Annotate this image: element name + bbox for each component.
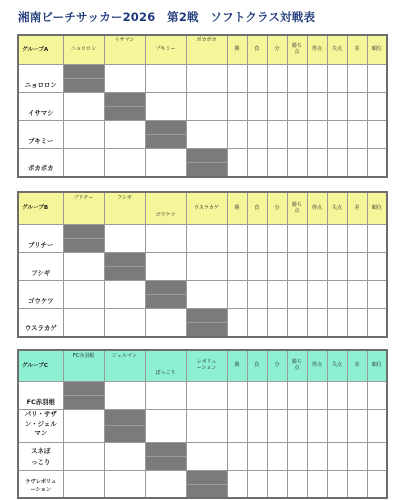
stat-cell[interactable] bbox=[287, 149, 307, 177]
table-row bbox=[18, 382, 387, 410]
stat-header-goals-against: 失点 bbox=[327, 350, 347, 382]
group-b-header-row bbox=[18, 192, 387, 225]
stat-cell[interactable] bbox=[227, 442, 247, 470]
result-cell[interactable] bbox=[104, 149, 145, 177]
stat-cell[interactable] bbox=[247, 65, 267, 93]
stat-cell[interactable] bbox=[327, 309, 347, 337]
stat-cell[interactable] bbox=[307, 253, 327, 281]
stat-cell[interactable] bbox=[287, 382, 307, 410]
stat-cell[interactable] bbox=[267, 309, 287, 337]
stat-cell[interactable] bbox=[367, 470, 387, 498]
result-cell[interactable] bbox=[145, 253, 186, 281]
result-cell[interactable] bbox=[104, 309, 145, 337]
stat-header-goals-for: 得点 bbox=[307, 35, 327, 65]
self-match-cell bbox=[104, 253, 145, 281]
stat-cell[interactable] bbox=[367, 382, 387, 410]
result-cell[interactable] bbox=[186, 121, 227, 149]
table-row bbox=[18, 253, 387, 281]
result-cell[interactable] bbox=[186, 65, 227, 93]
stat-cell[interactable] bbox=[227, 65, 247, 93]
stat-cell[interactable] bbox=[247, 410, 267, 443]
stat-cell[interactable] bbox=[367, 281, 387, 309]
stat-cell[interactable] bbox=[287, 309, 307, 337]
stat-cell[interactable] bbox=[307, 65, 327, 93]
stat-cell[interactable] bbox=[227, 253, 247, 281]
team-header: ゴウケツ bbox=[145, 192, 186, 225]
result-cell[interactable] bbox=[63, 410, 104, 443]
stat-cell[interactable] bbox=[347, 442, 367, 470]
stat-cell[interactable] bbox=[287, 121, 307, 149]
stat-header-points: 勝ち点 bbox=[287, 192, 307, 225]
team-header: ぽっこり bbox=[145, 350, 186, 382]
team-header: ニョロロン bbox=[63, 35, 104, 65]
stat-cell[interactable] bbox=[227, 281, 247, 309]
stat-cell[interactable] bbox=[267, 149, 287, 177]
table-row bbox=[18, 93, 387, 121]
row-team-name: イサマシ bbox=[18, 93, 63, 121]
stat-cell[interactable] bbox=[227, 382, 247, 410]
result-cell[interactable] bbox=[63, 309, 104, 337]
stat-cell[interactable] bbox=[267, 281, 287, 309]
self-match-cell bbox=[186, 149, 227, 177]
stat-header-goal-diff: 差 bbox=[347, 350, 367, 382]
team-header: イサマシ bbox=[104, 35, 145, 65]
result-cell[interactable] bbox=[104, 382, 145, 410]
group-a-header-row bbox=[18, 35, 387, 65]
table-row bbox=[18, 442, 387, 470]
stat-cell[interactable] bbox=[267, 121, 287, 149]
stat-cell[interactable] bbox=[327, 225, 347, 253]
stat-cell[interactable] bbox=[307, 382, 327, 410]
stat-cell[interactable] bbox=[327, 442, 347, 470]
row-team-name-text: パリ・サザン・ジェルマン bbox=[24, 410, 57, 438]
stat-header-wins: 勝 bbox=[227, 35, 247, 65]
self-match-cell bbox=[186, 309, 227, 337]
result-cell[interactable] bbox=[186, 93, 227, 121]
stat-cell[interactable] bbox=[267, 253, 287, 281]
stat-header-wins: 勝 bbox=[227, 350, 247, 382]
stat-header-losses: 負 bbox=[247, 350, 267, 382]
result-cell[interactable] bbox=[186, 253, 227, 281]
self-match-cell bbox=[63, 65, 104, 93]
stat-header-goals-against: 失点 bbox=[327, 35, 347, 65]
result-cell[interactable] bbox=[186, 410, 227, 443]
team-header: レボリューション bbox=[186, 350, 227, 382]
stat-cell[interactable] bbox=[367, 93, 387, 121]
stat-cell[interactable] bbox=[247, 149, 267, 177]
stat-cell[interactable] bbox=[227, 309, 247, 337]
table-row bbox=[18, 470, 387, 498]
stat-cell[interactable] bbox=[367, 149, 387, 177]
self-match-cell bbox=[104, 410, 145, 443]
stat-cell[interactable] bbox=[347, 309, 367, 337]
stat-cell[interactable] bbox=[247, 442, 267, 470]
stat-cell[interactable] bbox=[267, 65, 287, 93]
stat-cell[interactable] bbox=[327, 281, 347, 309]
stat-cell[interactable] bbox=[227, 410, 247, 443]
stat-cell[interactable] bbox=[367, 121, 387, 149]
stat-header-losses: 負 bbox=[247, 192, 267, 225]
result-cell[interactable] bbox=[186, 281, 227, 309]
stat-cell[interactable] bbox=[307, 149, 327, 177]
stat-cell[interactable] bbox=[287, 442, 307, 470]
table-row bbox=[18, 281, 387, 309]
stat-cell[interactable] bbox=[247, 382, 267, 410]
stat-cell[interactable] bbox=[367, 225, 387, 253]
stat-cell[interactable] bbox=[367, 253, 387, 281]
self-match-cell bbox=[145, 121, 186, 149]
stat-cell[interactable] bbox=[367, 309, 387, 337]
stat-cell[interactable] bbox=[247, 225, 267, 253]
result-cell[interactable] bbox=[63, 121, 104, 149]
stat-cell[interactable] bbox=[227, 93, 247, 121]
stat-cell[interactable] bbox=[227, 470, 247, 498]
stat-cell[interactable] bbox=[327, 149, 347, 177]
stat-header-goals-for: 得点 bbox=[307, 350, 327, 382]
stat-cell[interactable] bbox=[307, 442, 327, 470]
stat-cell[interactable] bbox=[267, 382, 287, 410]
stat-cell[interactable] bbox=[287, 93, 307, 121]
stat-header-draws: 分 bbox=[267, 350, 287, 382]
stat-cell[interactable] bbox=[247, 253, 267, 281]
stat-header-rank: 順位 bbox=[367, 35, 387, 65]
team-header: ポカポカ bbox=[186, 35, 227, 65]
self-match-cell bbox=[63, 225, 104, 253]
stat-cell[interactable] bbox=[347, 410, 367, 443]
group-c-header-row bbox=[18, 350, 387, 382]
self-match-cell bbox=[104, 93, 145, 121]
table-row bbox=[18, 65, 387, 93]
stat-cell[interactable] bbox=[247, 470, 267, 498]
result-cell[interactable] bbox=[186, 225, 227, 253]
team-header: ウスラカゲ bbox=[186, 192, 227, 225]
group-a-table bbox=[17, 34, 388, 178]
self-match-cell bbox=[145, 442, 186, 470]
stat-cell[interactable] bbox=[287, 410, 307, 443]
stat-header-rank: 順位 bbox=[367, 350, 387, 382]
stat-cell[interactable] bbox=[347, 253, 367, 281]
result-cell[interactable] bbox=[186, 382, 227, 410]
team-header: ジェルマン bbox=[104, 350, 145, 382]
stat-cell[interactable] bbox=[327, 470, 347, 498]
stat-header-goal-diff: 差 bbox=[347, 192, 367, 225]
result-cell[interactable] bbox=[145, 470, 186, 498]
stat-cell[interactable] bbox=[267, 410, 287, 443]
stat-cell[interactable] bbox=[347, 281, 367, 309]
table-row bbox=[18, 410, 387, 443]
stat-header-points: 勝ち点 bbox=[287, 35, 307, 65]
row-team-name: フシギ bbox=[18, 253, 63, 281]
stat-cell[interactable] bbox=[347, 121, 367, 149]
row-team-name-text: スネぽっこり bbox=[31, 447, 51, 466]
stat-cell[interactable] bbox=[287, 281, 307, 309]
result-cell[interactable] bbox=[63, 149, 104, 177]
stat-cell[interactable] bbox=[307, 281, 327, 309]
stat-cell[interactable] bbox=[267, 442, 287, 470]
stat-cell[interactable] bbox=[287, 65, 307, 93]
stat-cell[interactable] bbox=[347, 93, 367, 121]
team-header: フシギ bbox=[104, 192, 145, 225]
row-team-name: ニョロロン bbox=[18, 65, 63, 93]
result-cell[interactable] bbox=[145, 149, 186, 177]
row-team-name: FC赤羽根 bbox=[18, 382, 63, 410]
result-cell[interactable] bbox=[104, 281, 145, 309]
stat-cell[interactable] bbox=[247, 309, 267, 337]
result-cell[interactable] bbox=[63, 253, 104, 281]
row-team-name: ブリチー bbox=[18, 225, 63, 253]
result-cell[interactable] bbox=[63, 470, 104, 498]
result-cell[interactable] bbox=[104, 65, 145, 93]
stat-cell[interactable] bbox=[247, 121, 267, 149]
team-header: FC赤羽根 bbox=[63, 350, 104, 382]
stat-header-rank: 順位 bbox=[367, 192, 387, 225]
result-cell[interactable] bbox=[104, 442, 145, 470]
row-team-name: ポカポカ bbox=[18, 149, 63, 177]
stat-header-points: 勝ち点 bbox=[287, 350, 307, 382]
row-team-name: ブキミー bbox=[18, 121, 63, 149]
result-cell[interactable] bbox=[186, 442, 227, 470]
group-c-table bbox=[17, 349, 388, 499]
result-cell[interactable] bbox=[104, 225, 145, 253]
group-b-table bbox=[17, 191, 388, 338]
stat-cell[interactable] bbox=[367, 442, 387, 470]
stat-header-draws: 分 bbox=[267, 35, 287, 65]
stat-cell[interactable] bbox=[227, 225, 247, 253]
stat-cell[interactable] bbox=[267, 470, 287, 498]
stat-cell[interactable] bbox=[327, 121, 347, 149]
row-team-name bbox=[18, 410, 63, 443]
stat-cell[interactable] bbox=[307, 410, 327, 443]
result-cell[interactable] bbox=[63, 281, 104, 309]
self-match-cell bbox=[186, 470, 227, 498]
table-row bbox=[18, 121, 387, 149]
stat-header-goal-diff: 差 bbox=[347, 35, 367, 65]
stat-cell[interactable] bbox=[227, 149, 247, 177]
stat-cell[interactable] bbox=[247, 281, 267, 309]
stat-cell[interactable] bbox=[367, 410, 387, 443]
row-team-name: ウスラカゲ bbox=[18, 309, 63, 337]
page-title: 湘南ビーチサッカー2026 第2戦 ソフトクラス対戦表 bbox=[18, 10, 316, 24]
stat-cell[interactable] bbox=[347, 149, 367, 177]
stat-cell[interactable] bbox=[227, 121, 247, 149]
table-row bbox=[18, 309, 387, 337]
result-cell[interactable] bbox=[145, 382, 186, 410]
table-row bbox=[18, 225, 387, 253]
result-cell[interactable] bbox=[145, 93, 186, 121]
stat-cell[interactable] bbox=[287, 225, 307, 253]
stat-header-draws: 分 bbox=[267, 192, 287, 225]
stat-header-losses: 負 bbox=[247, 35, 267, 65]
stat-cell[interactable] bbox=[327, 410, 347, 443]
stat-header-goals-against: 失点 bbox=[327, 192, 347, 225]
result-cell[interactable] bbox=[63, 442, 104, 470]
stat-cell[interactable] bbox=[347, 65, 367, 93]
team-header: ブキミー bbox=[145, 35, 186, 65]
table-row bbox=[18, 149, 387, 177]
result-cell[interactable] bbox=[145, 225, 186, 253]
result-cell[interactable] bbox=[104, 121, 145, 149]
stat-cell[interactable] bbox=[327, 253, 347, 281]
team-header: ブリチー bbox=[63, 192, 104, 225]
row-team-name: ゴウケツ bbox=[18, 281, 63, 309]
result-cell[interactable] bbox=[145, 65, 186, 93]
stat-cell[interactable] bbox=[307, 309, 327, 337]
stat-cell[interactable] bbox=[347, 382, 367, 410]
stat-cell[interactable] bbox=[327, 65, 347, 93]
stat-cell[interactable] bbox=[267, 225, 287, 253]
stat-cell[interactable] bbox=[307, 93, 327, 121]
stat-cell[interactable] bbox=[307, 121, 327, 149]
row-team-name-text: ラヴレボリューション bbox=[25, 478, 57, 494]
result-cell[interactable] bbox=[145, 309, 186, 337]
stat-cell[interactable] bbox=[367, 65, 387, 93]
stat-cell[interactable] bbox=[267, 93, 287, 121]
row-team-name bbox=[18, 470, 63, 498]
self-match-cell bbox=[145, 281, 186, 309]
stat-cell[interactable] bbox=[287, 253, 307, 281]
stat-header-wins: 勝 bbox=[227, 192, 247, 225]
stat-cell[interactable] bbox=[327, 93, 347, 121]
stat-cell[interactable] bbox=[247, 93, 267, 121]
stat-cell[interactable] bbox=[307, 225, 327, 253]
result-cell[interactable] bbox=[63, 93, 104, 121]
stat-cell[interactable] bbox=[327, 382, 347, 410]
stat-cell[interactable] bbox=[347, 470, 367, 498]
stat-cell[interactable] bbox=[287, 470, 307, 498]
row-team-name bbox=[18, 442, 63, 470]
group-name: グループC bbox=[18, 350, 63, 382]
stat-cell[interactable] bbox=[347, 225, 367, 253]
group-name: グループB bbox=[18, 192, 63, 225]
stat-header-goals-for: 得点 bbox=[307, 192, 327, 225]
self-match-cell bbox=[63, 382, 104, 410]
group-name: グループA bbox=[18, 35, 63, 65]
result-cell[interactable] bbox=[145, 410, 186, 443]
result-cell[interactable] bbox=[104, 470, 145, 498]
stat-cell[interactable] bbox=[307, 470, 327, 498]
